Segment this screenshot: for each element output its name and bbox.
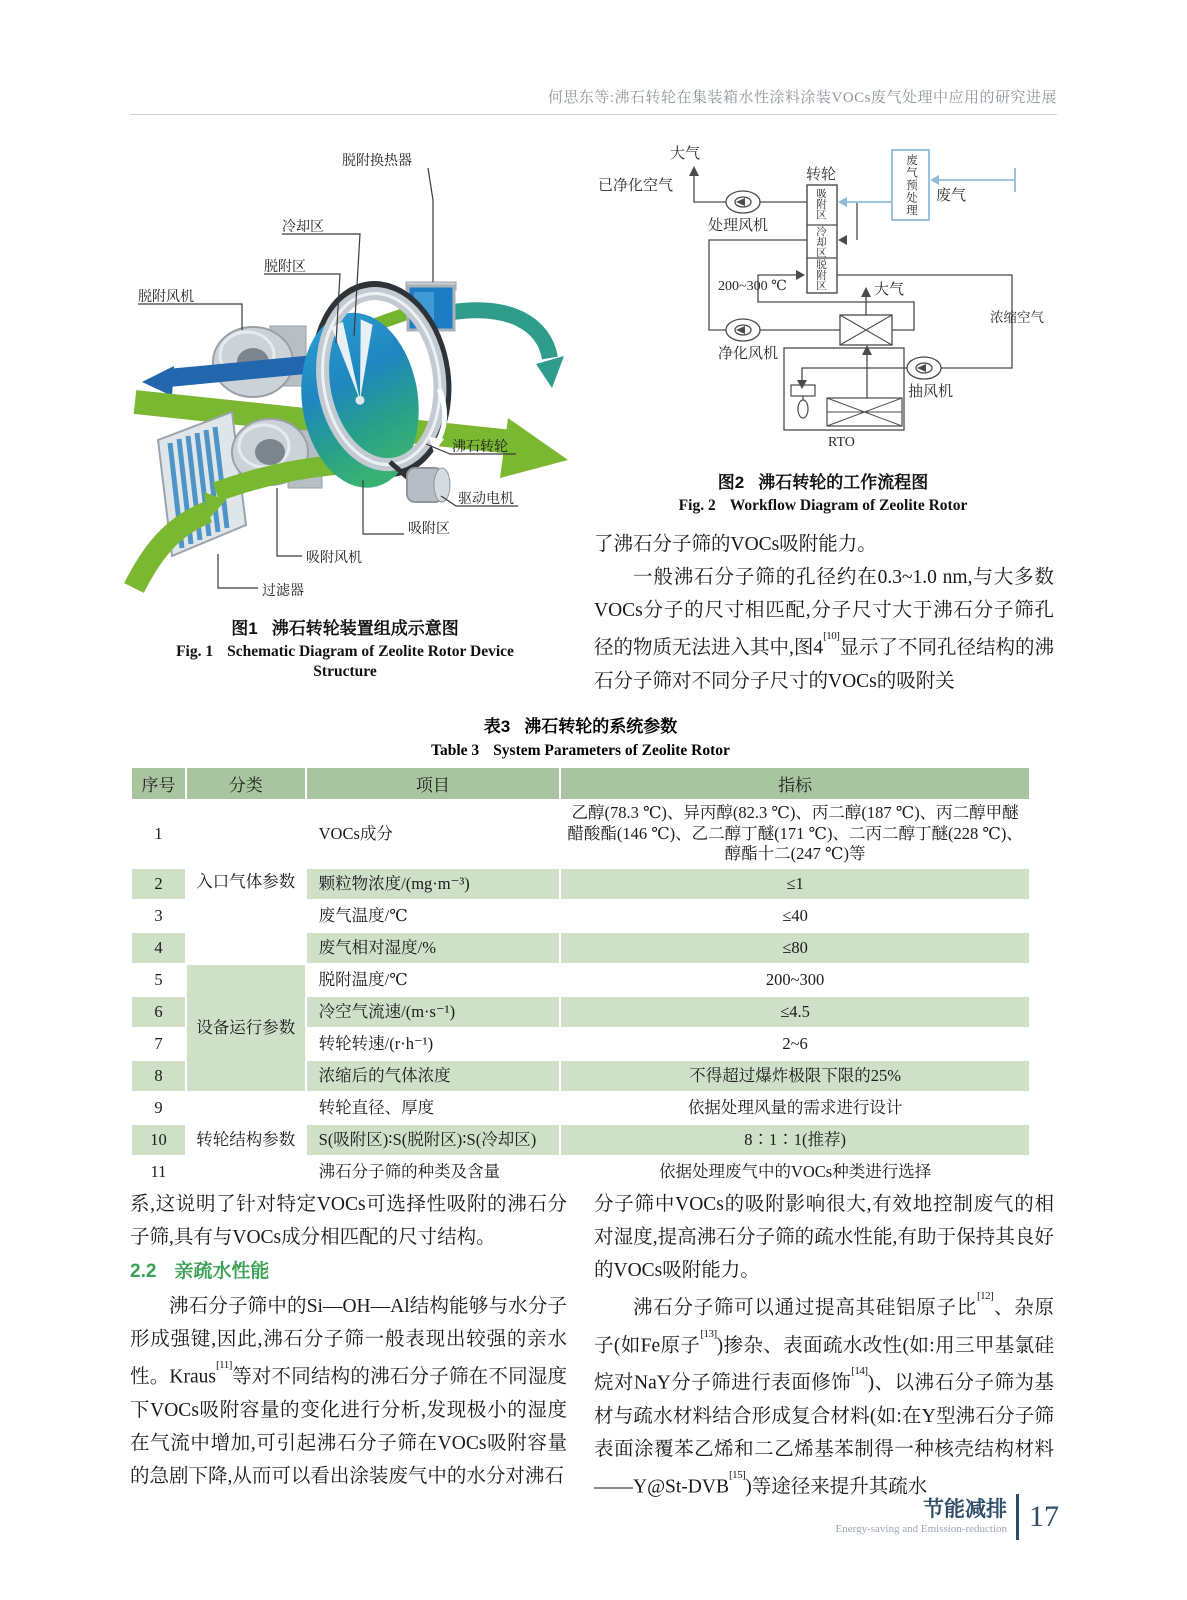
table-row: 4 废气相对湿度/% ≤80 (131, 932, 1030, 964)
col-header-item: 项目 (306, 767, 561, 800)
fig2-label-purify-fan: 净化风机 (718, 346, 779, 362)
fig2-label-atmosphere-rto: 大气 (874, 282, 905, 298)
fig2-caption: 图2 沸石转轮的工作流程图 Fig. 2 Workflow Diagram of Zeolite Rotor (678, 473, 968, 514)
table-row: 2 颗粒物浓度/(mg·m⁻³) ≤1 (131, 868, 1030, 900)
fig2-label-process-fan: 处理风机 (708, 218, 769, 234)
fig2-label-cooling-zone: 冷却区 (815, 226, 826, 258)
fig1-label-desorption-fan: 脱附风机 (138, 290, 194, 305)
fig1-label-filter: 过滤器 (262, 584, 304, 599)
fig2-label-purified-air: 已净化空气 (598, 178, 674, 194)
ref-13: [13] (700, 1327, 717, 1340)
header-rule (130, 114, 1057, 115)
footer-divider (1016, 1494, 1019, 1540)
fig2-label-pretreatment: 废气预处理 (905, 154, 917, 217)
table-row: 6 冷空气流速/(m·s⁻¹) ≤4.5 (131, 996, 1030, 1028)
fig2-label-adsorption-zone: 吸附区 (815, 188, 826, 220)
ref-11: [11] (216, 1359, 232, 1371)
fig2-label-temp-range: 200~300 ℃ (718, 279, 787, 294)
left-paragraph-1: 系,这说明了针对特定VOCs可选择性吸附的沸石分子筛,具有与VOCs成分相匹配的尺寸结构。 (130, 1194, 567, 1248)
fig1-label-adsorption-fan: 吸附风机 (306, 551, 362, 566)
fig2-label-rto: RTO (828, 435, 855, 450)
fig1-label-desorption-zone: 脱附区 (264, 260, 306, 275)
ref-12: [12] (976, 1290, 994, 1302)
journal-name-en: Energy-saving and Emission-reduction (835, 1523, 1007, 1535)
fig1-label-zeolite-rotor: 沸石转轮 (452, 440, 508, 455)
running-head: 何思东等:沸石转轮在集装箱水性涂料涂装VOCs废气处理中应用的研究进展 (547, 90, 1057, 106)
fig1-label-adsorption-zone: 吸附区 (408, 522, 450, 537)
left-paragraph-2: 沸石分子筛中的Si—OH—Al结构能够与水分子形成强键,因此,沸石分子筛一般表现出较强的亲水性。Kraus[11]等对不同结构的沸石分子筛在不同湿度下VOCs吸附容量的变化进行分析,发现极小的湿度在气流中增加,可引起沸石分子筛在VOCs吸附容量的急剧下降,从而可以看出涂装废气中的水分对沸石 (130, 1296, 567, 1487)
figure-1 (120, 140, 570, 610)
fig1-label-cooling-zone: 冷却区 (282, 220, 324, 235)
group-inlet-gas-parameters: 入口气体参数 (186, 800, 306, 964)
ref-15: [15] (728, 1468, 746, 1481)
table-row: 8 浓缩后的气体浓度 不得超过爆炸极限下限的25% (131, 1060, 1030, 1092)
fig1-label-heat-exchanger: 脱附换热器 (342, 154, 412, 169)
fig2-label-atmosphere-out: 大气 (670, 146, 701, 162)
table-row: 9 转轮结构参数 转轮直径、厚度 依据处理风量的需求进行设计 (131, 1092, 1030, 1124)
table3-caption: 表3 沸石转轮的系统参数 Table 3 System Parameters of Zeolite Rotor (431, 717, 730, 759)
page-number: 17 (1029, 1500, 1059, 1533)
page-footer (836, 1494, 1059, 1540)
intro-paragraph-1: 了沸石分子筛的VOCs吸附能力。 (594, 534, 877, 555)
table-row: 10 S(吸附区)∶S(脱附区)∶S(冷却区) 8∶1∶1(推荐) (131, 1124, 1030, 1156)
fig2-label-desorption-zone: 脱附区 (815, 259, 826, 291)
fig2-label-concentrated-air: 浓缩空气 (990, 310, 1044, 325)
table3-system-parameters (130, 766, 1031, 1189)
figure-2 (592, 130, 1054, 462)
intro-paragraph-2: 一般沸石分子筛的孔径约在0.3~1.0 nm,与大多数VOCs分子的尺寸相匹配,分子尺寸大于沸石分子筛孔径的物质无法进入其中,图4[10]显示了不同孔径结构的沸石分子筛对不同分子尺寸的VOCs的吸附关 (594, 567, 1054, 692)
fig1-label-drive-motor: 驱动电机 (458, 492, 514, 507)
intro-column (594, 528, 1054, 698)
fig2-label-exhaust-fan: 抽风机 (908, 384, 954, 400)
col-header-category: 分类 (186, 767, 306, 800)
fig2-label-rotor: 转轮 (806, 167, 837, 183)
table-row: 5 设备运行参数 脱附温度/℃ 200~300 (131, 964, 1030, 996)
right-paragraph-2: 沸石分子筛可以通过提高其硅铝原子比[12]、杂原子(如Fe原子[13])掺杂、表面疏水改性(如:用三甲基氯硅烷对NaY分子筛进行表面修饰[14])、以沸石分子筛为基材与疏水材料结合形成复合材料(如:在Y型沸石分子筛表面涂覆苯乙烯和二乙烯基苯制得一种核壳结构材料——Y@St-DVB[15])等途径来提升其疏水 (594, 1290, 1054, 1497)
ref-14: [14] (851, 1365, 868, 1377)
fig1-caption: 图1 沸石转轮装置组成示意图 Fig. 1 Schematic Diagram of Zeolite Rotor Device Structure (176, 619, 514, 680)
body-left-column (130, 1188, 567, 1493)
col-header-index: 指标 (560, 767, 1030, 800)
journal-name-cn: 节能减排 (923, 1498, 1007, 1521)
ref-10: [10] (823, 630, 840, 642)
table-row: 11 沸石分子筛的种类及含量 依据处理废气中的VOCs种类进行选择 (131, 1156, 1030, 1188)
table-row: 3 废气温度/℃ ≤40 (131, 900, 1030, 932)
group-rotor-structure-parameters: 转轮结构参数 (186, 1092, 306, 1188)
col-header-no: 序号 (131, 767, 186, 800)
table-row: 7 转轮转速/(r·h⁻¹) 2~6 (131, 1028, 1030, 1060)
group-equipment-operating-parameters: 设备运行参数 (186, 964, 306, 1092)
table-row: 1 入口气体参数 VOCs成分 乙醇(78.3 ℃)、异丙醇(82.3 ℃)、丙二醇(187 ℃)、丙二醇甲醚醋酸酯(146 ℃)、乙二醇丁醚(171 ℃)、二丙二醇丁醚(228 ℃)、醇酯十二(247 ℃)等 (131, 800, 1030, 868)
body-right-column (594, 1188, 1054, 1503)
right-paragraph-1: 分子筛中VOCs的吸附影响很大,有效地控制废气的相对湿度,提高沸石分子筛的疏水性能,有助于保持其良好的VOCs吸附能力。 (594, 1194, 1054, 1281)
fig1-illustration (120, 140, 570, 610)
fig2-label-waste-gas: 废气 (936, 188, 967, 204)
table3-header-row (131, 767, 1030, 800)
section-heading-2-2: 2.2 亲疏水性能 (130, 1261, 270, 1282)
